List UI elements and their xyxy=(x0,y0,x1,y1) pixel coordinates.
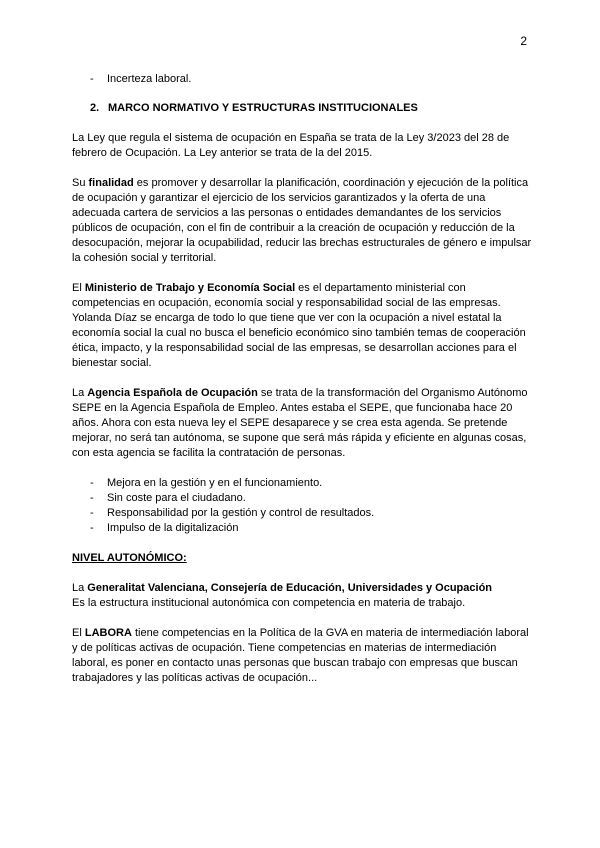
document-body xyxy=(72,72,532,686)
list-item: - Responsabilidad por la gestión y control de resultados. xyxy=(90,507,375,519)
nivel-autonomico-heading: NIVEL AUTONÓMICO: xyxy=(72,552,187,564)
paragraph-agencia: La Agencia Española de Ocupación se trata de la transformación del Organismo Autónomo SEPE en la Agencia Española de Empleo. Antes estaba el SEPE, que funcionaba hace 20 años. Ahora con esta nueva ley el SEPE desaparece y se crea esta agenda. Se pretende mejorar, no será tan autónoma, se supone que será más rápida y eficiente en algunas cosas, con esta agencia se facilita la contratación de personas. xyxy=(72,387,528,459)
term-generalitat: Generalitat Valenciana, Consejería de Educación, Universidades y Ocupación xyxy=(87,582,493,594)
term-agencia: Agencia Española de Ocupación xyxy=(87,387,258,399)
top-list xyxy=(72,72,532,87)
section-title: MARCO NORMATIVO Y ESTRUCTURAS INSTITUCIONALES xyxy=(108,102,418,114)
paragraph-ley: La Ley que regula el sistema de ocupación en España se trata de la Ley 3/2023 del 28 de febrero de Ocupación. La Ley anterior se trata de la del 2015. xyxy=(72,132,510,159)
term-finalidad: finalidad xyxy=(88,177,134,189)
section-number: 2. xyxy=(90,102,100,114)
page-number: 2 xyxy=(520,34,527,48)
term-labora: LABORA xyxy=(84,627,132,639)
list-item: - Mejora en la gestión y en el funcionamiento. xyxy=(90,477,323,489)
list-item: - Sin coste para el ciudadano. xyxy=(90,492,246,504)
list-item: - Incerteza laboral. xyxy=(90,73,192,85)
paragraph-finalidad: Su finalidad es promover y desarrollar la planificación, coordinación y ejecución de la política de ocupación y garantizar el ejercicio de los servicios garantizados y la oferta de una adecuada cartera de servicios a las personas o entidades demandantes de los servicios públicos de ocupación, con el fin de contribuir a la creación de ocupación y reducción de la desocupación, mejorar la ocupabilidad, reducir las brechas estructurales de género e impulsar la cohesión social y territorial. xyxy=(72,177,532,264)
agencia-list xyxy=(72,476,532,536)
paragraph-ministerio: El Ministerio de Trabajo y Economía Social es el departamento ministerial con competencias en ocupación, economía social y responsabilidad social de las empresas. Yolanda Díaz se encarga de todo lo que tiene que ver con la ocupación a nivel estatal la economía social la cual no busca el beneficio económico sino también temas de cooperación ética, impacto, y la responsabilidad social de las empresas, se desarrollan acciones para el bienestar social. xyxy=(72,282,526,369)
section-heading xyxy=(72,101,532,116)
paragraph-generalitat: La Generalitat Valenciana, Consejería de Educación, Universidades y Ocupación Es la estructura institucional autonómica con competencia en materia de trabajo. xyxy=(72,582,493,609)
paragraph-labora: El LABORA tiene competencias en la Política de la GVA en materia de intermediación laboral y de políticas activas de ocupación. Tiene competencias en materias de intermediación laboral, es poner en contacto unas personas que buscan trabajo con empresas que buscan trabajadores y las políticas activas de ocupación... xyxy=(72,627,529,684)
list-dash: - xyxy=(90,73,94,85)
term-ministerio: Ministerio de Trabajo y Economía Social xyxy=(84,282,296,294)
list-item: - Impulso de la digitalización xyxy=(90,522,239,534)
